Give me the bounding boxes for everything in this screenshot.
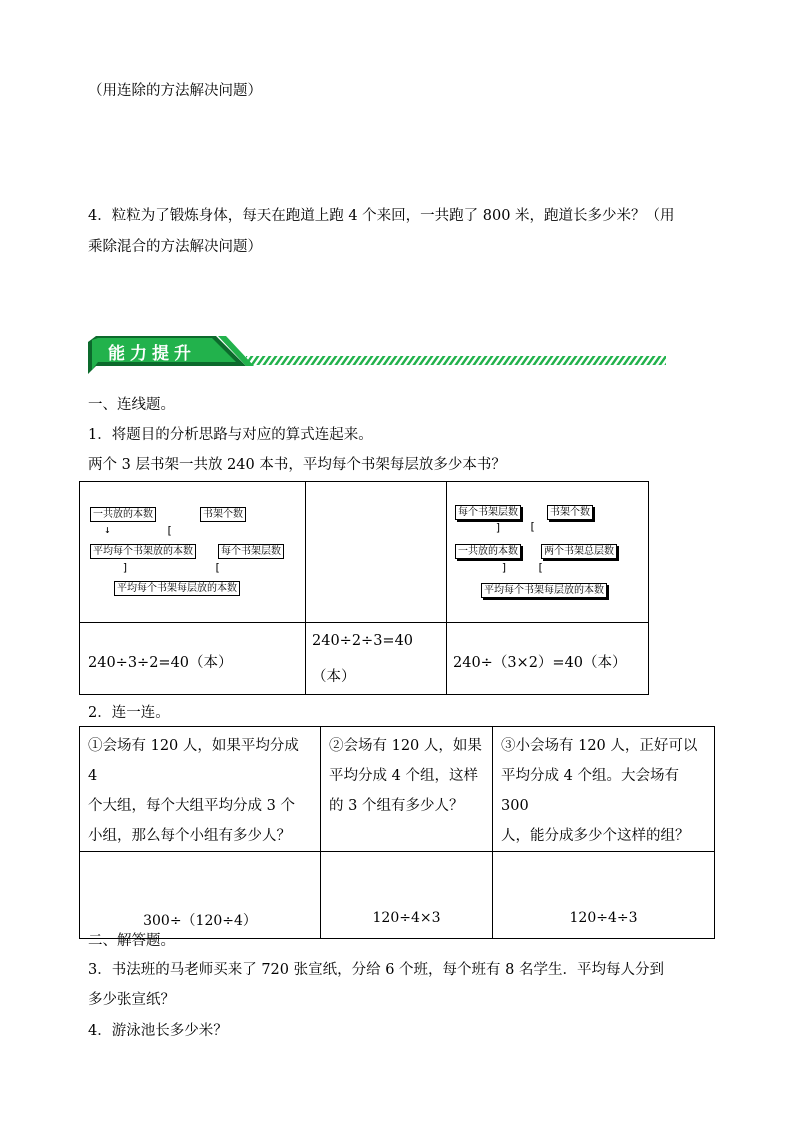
formula-cell-c — [493, 852, 715, 939]
problem-2-line3: 的 3 个组有多少人？ — [329, 798, 464, 814]
box-books-per-layer: 平均每个书架每层放的本数 — [114, 581, 240, 596]
question-3-line2: 多少张宣纸？ — [88, 992, 175, 1008]
section-2-heading: 二、解答题。 — [88, 933, 175, 949]
bracket-mark: [ — [537, 561, 544, 574]
box-total-layers: 两个书架总层数 — [541, 544, 617, 559]
formula-cell-2 — [306, 623, 447, 695]
problem-3-line2: 平均分成 4 个组。大会场有 300 — [501, 768, 679, 814]
bracket-mark: [ — [529, 520, 536, 533]
section-1-heading: 一、连线题。 — [88, 397, 175, 413]
bracket-mark: ] — [495, 521, 502, 534]
box-shelf-count: 书架个数 — [547, 505, 593, 520]
question-4-line2: 乘除混合的方法解决问题） — [88, 239, 262, 255]
arrow-down-icon: ↓ — [104, 523, 111, 536]
problem-2-line2: 平均分成 4 个组，这样 — [329, 768, 478, 784]
box-books-per-layer: 平均每个书架每层放的本数 — [481, 583, 607, 598]
bracket-mark: ] — [122, 561, 129, 574]
problem-cell-1 — [80, 727, 321, 852]
formula-a: 300÷（120÷4） — [143, 913, 257, 929]
formula-c: 120÷4÷3 — [569, 910, 638, 926]
formula-cell-3 — [447, 623, 649, 695]
question-4-line1: 4．粒粒为了锻炼身体，每天在跑道上跑 4 个来回，一共跑了 800 米，跑道长多少米？（用 — [88, 208, 675, 224]
formula-cell-a — [80, 852, 321, 939]
box-total-books: 一共放的本数 — [90, 507, 156, 522]
formula-2-unit: （本） — [312, 669, 356, 685]
analysis-cell-2 — [306, 482, 447, 623]
question-1-text: 1．将题目的分析思路与对应的算式连起来。 — [88, 427, 373, 443]
formula-3: 240÷（3×2）=40（本） — [453, 655, 627, 671]
formula-cell-b — [321, 852, 493, 939]
matching-table-1 — [79, 481, 649, 695]
question-1-problem: 两个 3 层书架一共放 240 本书，平均每个书架每层放多少本书？ — [88, 457, 506, 473]
problem-cell-3 — [493, 727, 715, 852]
bracket-mark: [ — [214, 561, 221, 574]
bracket-mark: [ — [166, 524, 173, 537]
formula-b: 120÷4×3 — [372, 910, 441, 926]
instruction-text: （用连除的方法解决问题） — [88, 83, 262, 99]
problem-3-line3: 人，能分成多少个这样的组？ — [501, 828, 690, 844]
box-layers-per-shelf: 每个书架层数 — [455, 505, 521, 520]
box-total-books: 一共放的本数 — [455, 544, 521, 559]
box-shelf-count: 书架个数 — [200, 507, 246, 522]
formula-cell-1 — [80, 623, 306, 695]
question-3-line1: 3．书法班的马老师买来了 720 张宣纸，分给 6 个班，每个班有 8 名学生．平均每人分到 — [88, 962, 665, 978]
analysis-cell-3 — [447, 482, 649, 623]
analysis-cell-1 — [80, 482, 306, 623]
problem-1-line1: ①会场有 120 人，如果平均分成 4 — [88, 738, 299, 784]
problem-3-line1: ③小会场有 120 人，正好可以 — [501, 738, 698, 754]
banner-title: 能力提升 — [108, 344, 196, 364]
problem-cell-2 — [321, 727, 493, 852]
question-4b-text: 4．游泳池长多少米？ — [88, 1023, 228, 1039]
problem-1-line3: 小组，那么每个小组有多少人？ — [88, 828, 291, 844]
bracket-mark: ] — [501, 561, 508, 574]
box-books-per-shelf: 平均每个书架放的本数 — [90, 544, 196, 559]
question-2-text: 2．连一连。 — [88, 705, 170, 721]
formula-2: 240÷2÷3=40 — [312, 633, 414, 649]
matching-table-2 — [79, 726, 715, 939]
problem-1-line2: 个大组，每个大组平均分成 3 个 — [88, 798, 295, 814]
section-banner — [86, 334, 676, 378]
problem-2-line1: ②会场有 120 人，如果 — [329, 738, 482, 754]
formula-1: 240÷3÷2=40（本） — [88, 655, 233, 671]
box-layers-per-shelf: 每个书架层数 — [218, 544, 284, 559]
